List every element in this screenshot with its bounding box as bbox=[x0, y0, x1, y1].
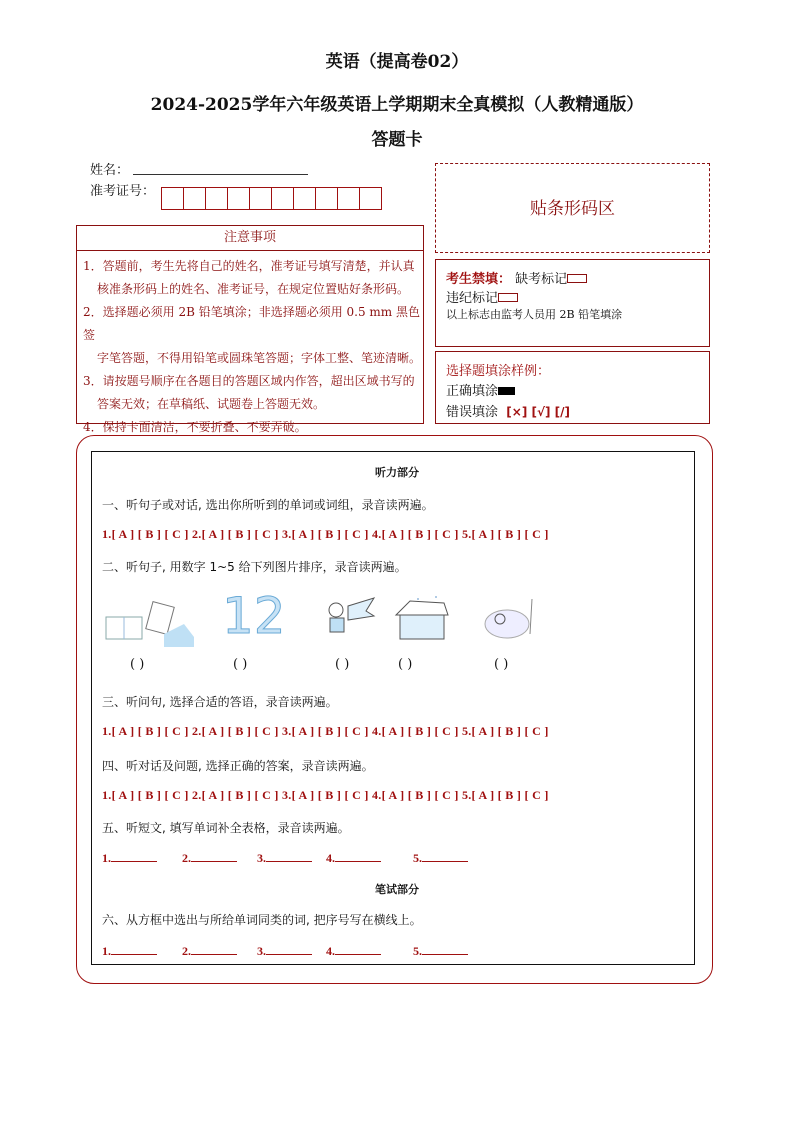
question-4-answers[interactable]: 1.[ A ] [ B ] [ C ] 2.[ A ] [ B ] [ C ] 3.[ A ] [ B ] [ C ] 4.[ A ] [ B ] [ C ] 5.[ A ] [ B ] [ C ] bbox=[102, 788, 549, 802]
exam-staff-only-box bbox=[435, 259, 710, 347]
question-1-answers[interactable]: 1.[ A ] [ B ] [ C ] 2.[ A ] [ B ] [ C ] 3.[ A ] [ B ] [ C ] 4.[ A ] [ B ] [ C ] 5.[ A ] [ B ] [ C ] bbox=[102, 527, 549, 541]
answer-card-title: 答题卡 bbox=[371, 130, 423, 150]
question-6-prompt: 六、从方框中选出与所给单词同类的词, 把序号写在横线上。 bbox=[102, 913, 422, 927]
violation-mark-box[interactable] bbox=[498, 293, 518, 302]
picture-order-blank[interactable]: ( ) bbox=[130, 657, 145, 672]
answer-blank[interactable]: 3. bbox=[257, 943, 312, 959]
writing-section-title: 笔试部分 bbox=[375, 883, 419, 896]
notice-item: 字笔答题，不得用铅笔或圆珠笔答题；字体工整、笔迹清晰。 bbox=[97, 351, 422, 365]
question-3-answers[interactable]: 1.[ A ] [ B ] [ C ] 2.[ A ] [ B ] [ C ] 3.[ A ] [ B ] [ C ] 4.[ A ] [ B ] [ C ] 5.[ A ] [ B ] [ C ] bbox=[102, 724, 549, 738]
answer-blank[interactable]: 2. bbox=[182, 943, 237, 959]
answer-blank[interactable]: 5. bbox=[413, 850, 468, 866]
answer-blank[interactable]: 5. bbox=[413, 943, 468, 959]
notice-title: 注意事项 bbox=[77, 226, 423, 251]
notice-item: 2．选择题必须用 2B 铅笔填涂；非选择题必须用 0.5 mm 黑色签 bbox=[83, 305, 421, 342]
question-3-prompt: 三、听问句, 选择合适的答语，录音读两遍。 bbox=[102, 695, 338, 709]
fill-example-title: 选择题填涂样例： bbox=[446, 364, 551, 379]
gift-card-picture bbox=[104, 592, 194, 647]
picture-order-blank[interactable]: ( ) bbox=[398, 657, 413, 672]
paper-title: 英语（提高卷02） bbox=[325, 52, 469, 72]
wrong-fill-marks: [×] [√] [/] bbox=[506, 405, 570, 419]
snowy-house-picture bbox=[388, 593, 450, 645]
staff-note: 以上标志由监考人员用 2B 铅笔填涂 bbox=[446, 308, 623, 321]
answer-blank[interactable]: 3. bbox=[257, 850, 312, 866]
staff-only-label: 考生禁填： bbox=[446, 272, 512, 287]
filled-mark-icon bbox=[498, 387, 515, 395]
answer-blank[interactable]: 4. bbox=[326, 850, 381, 866]
notice-item: 3．请按题号顺序在各题目的答题区域内作答，超出区域书写的 bbox=[83, 374, 415, 388]
absent-mark-label: 缺考标记 bbox=[515, 272, 568, 287]
listening-section-title: 听力部分 bbox=[375, 466, 419, 479]
question-1-prompt: 一、听句子或对话, 选出你所听到的单词或词组，录音读两遍。 bbox=[102, 498, 434, 512]
girl-piano-picture bbox=[326, 596, 376, 646]
answer-blank[interactable]: 4. bbox=[326, 943, 381, 959]
name-label: 姓名： bbox=[90, 163, 130, 178]
answer-blank[interactable]: 1. bbox=[102, 850, 157, 866]
answer-blank[interactable]: 2. bbox=[182, 850, 237, 866]
exam-id-label: 准考证号： bbox=[90, 184, 156, 199]
picture-order-blank[interactable]: ( ) bbox=[233, 657, 248, 672]
violation-mark-label: 违纪标记 bbox=[446, 291, 499, 306]
wrong-fill-label: 错误填涂 bbox=[446, 405, 499, 420]
picture-order-blank[interactable]: ( ) bbox=[494, 657, 509, 672]
notice-item: 答案无效；在草稿纸、试题卷上答题无效。 bbox=[97, 397, 326, 411]
paper-subtitle: 2024-2025学年六年级英语上学期期末全真模拟（人教精通版） bbox=[150, 95, 644, 115]
answer-blank[interactable]: 1. bbox=[102, 943, 157, 959]
question-2-prompt: 二、听句子, 用数字 1~5 给下列图片排序，录音读两遍。 bbox=[102, 560, 407, 574]
exam-id-boxes[interactable] bbox=[161, 187, 381, 210]
question-5-prompt: 五、听短文, 填写单词补全表格，录音读两遍。 bbox=[102, 821, 350, 835]
notice-box bbox=[76, 225, 424, 434]
barcode-area bbox=[435, 163, 710, 253]
fill-example-box bbox=[435, 351, 710, 424]
correct-fill-label: 正确填涂 bbox=[446, 384, 499, 399]
notice-item: 4．保持卡面清洁，不要折叠、不要弄破。 bbox=[83, 420, 307, 434]
notice-item: 1．答题前，考生先将自己的姓名，准考证号填写清楚，并认真 bbox=[83, 259, 415, 273]
barcode-label: 贴条形码区 bbox=[530, 199, 615, 219]
question-4-prompt: 四、听对话及问题, 选择正确的答案，录音读两遍。 bbox=[102, 759, 374, 773]
number-twelve-picture: 12 bbox=[222, 587, 286, 645]
name-field[interactable] bbox=[133, 174, 308, 175]
picture-order-blank[interactable]: ( ) bbox=[335, 657, 350, 672]
absent-mark-box[interactable] bbox=[567, 274, 587, 283]
notice-item: 核准条形码上的姓名、准考证号，在规定位置贴好条形码。 bbox=[97, 282, 410, 296]
autumn-kids-picture bbox=[482, 594, 542, 644]
